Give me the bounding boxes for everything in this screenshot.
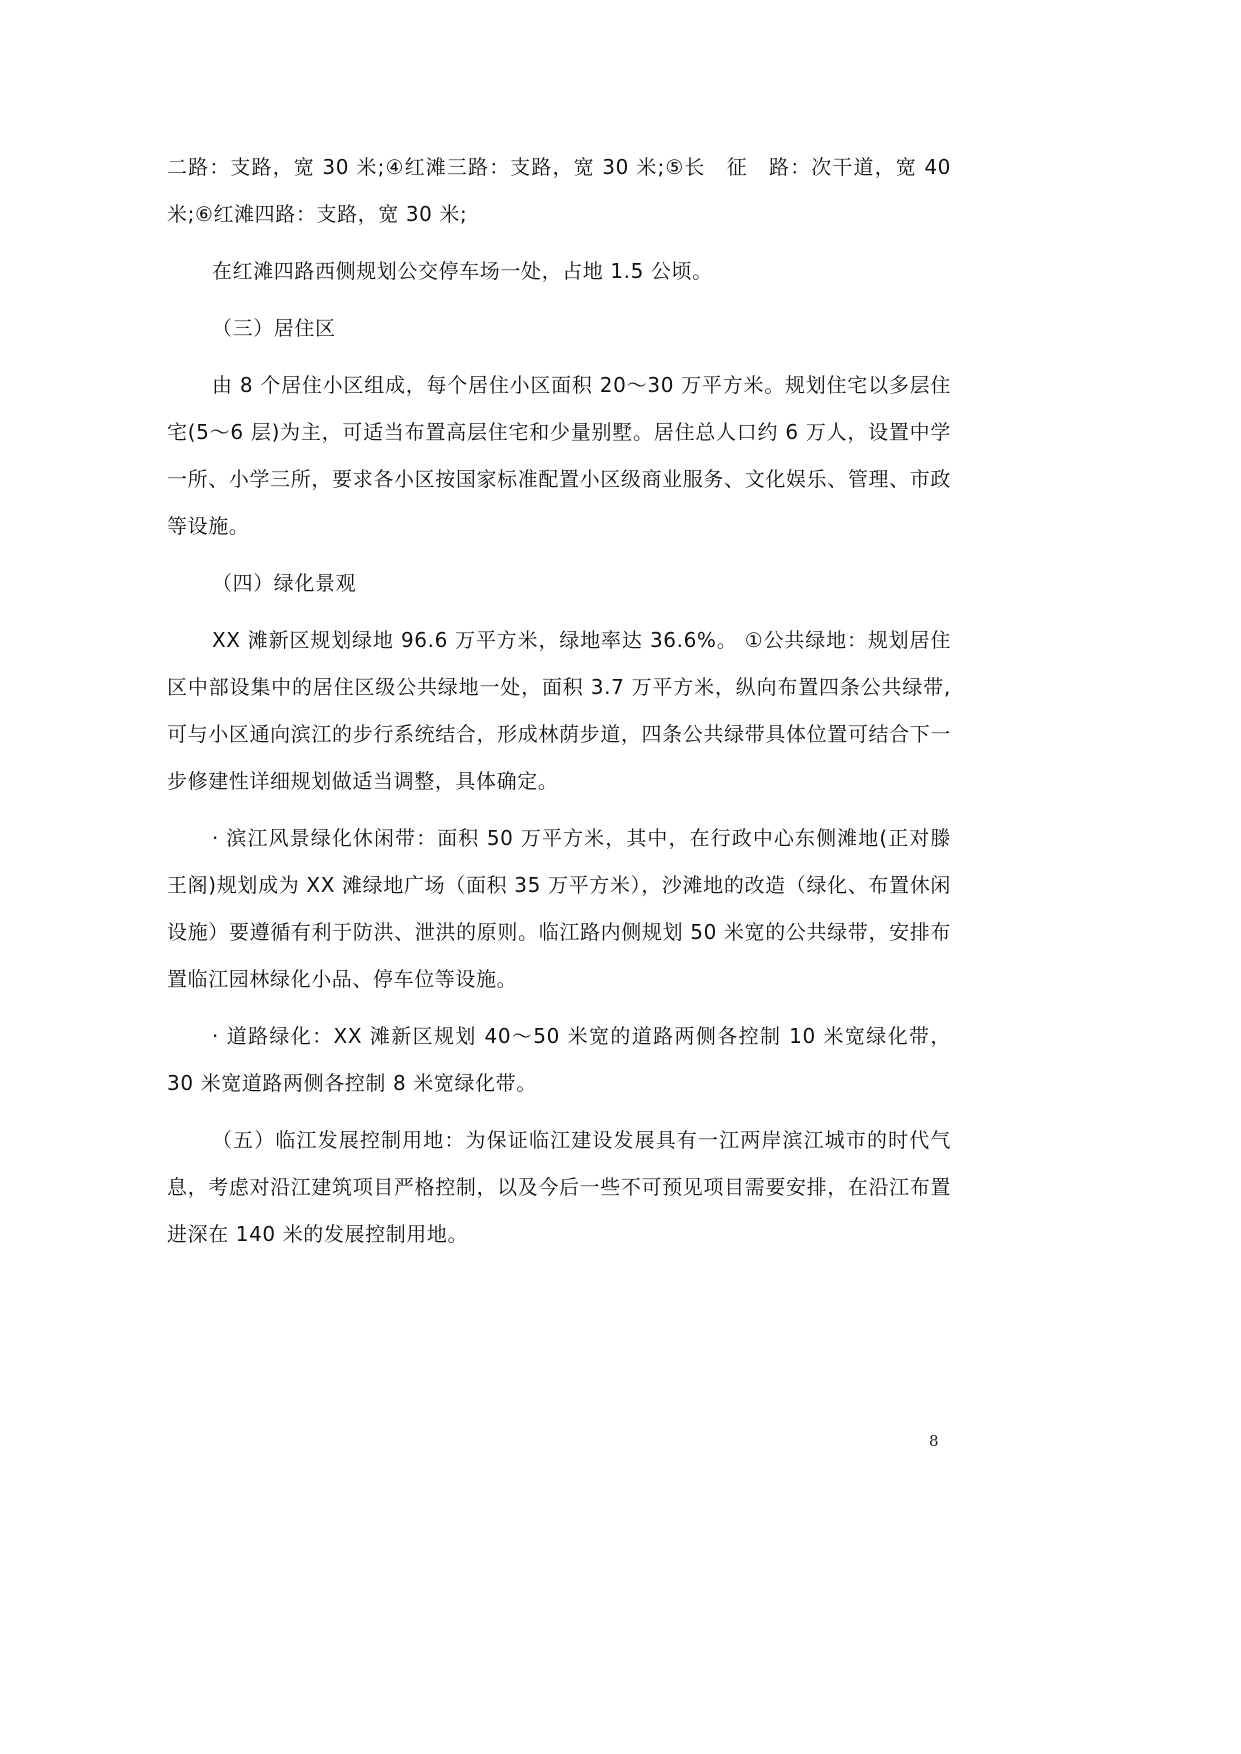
paragraph-greening: XX 滩新区规划绿地 96.6 万平方米，绿地率达 36.6%。 ①公共绿地：规划居住区中部设集中的居住区级公共绿地一处，面积 3.7 万平方米，纵向布置四条公共绿带,可与小区通向滨江的步行系统结合，形成林荫步道，四条公共绿带具体位置可结合下一步修建性详细规划做适当调整，具体确定。 — [167, 628, 951, 793]
paragraph-road-greening: · 道路绿化：XX 滩新区规划 40～50 米宽的道路两侧各控制 10 米宽绿化带，30 米宽道路两侧各控制 8 米宽绿化带。 — [167, 1024, 951, 1095]
paragraph-road-list-continuation: 二路：支路，宽 30 米;④红滩三路：支路，宽 30 米;⑤长 征 路：次干道，宽 40 米;⑥红滩四路：支路，宽 30 米; — [167, 155, 951, 226]
page-number: 8 — [929, 1432, 939, 1450]
paragraph-residential: 由 8 个居住小区组成，每个居住小区面积 20～30 万平方米。规划住宅以多层住宅(5～6 层)为主，可适当布置高层住宅和少量别墅。居住总人口约 6 万人，设置中学一所、小学三所，要求各小区按国家标准配置小区级商业服务、文化娱乐、管理、市政等设施。 — [167, 373, 951, 538]
section-heading-greening: （四）绿化景观 — [212, 571, 357, 595]
paragraph-riverside-belt: · 滨江风景绿化休闲带：面积 50 万平方米，其中，在行政中心东侧滩地(正对滕王阁)规划成为 XX 滩绿地广场（面积 35 万平方米），沙滩地的改造（绿化、布置休闲设施）要遵循有利于防洪、泄洪的原则。临江路内侧规划 50 米宽的公共绿带，安排布置临江园林绿化小品、停车位等设施。 — [167, 826, 951, 991]
page-content — [167, 144, 951, 1258]
section-heading-residential: （三）居住区 — [212, 316, 336, 340]
paragraph-bus-depot: 在红滩四路西侧规划公交停车场一处，占地 1.5 公顷。 — [212, 259, 713, 283]
paragraph-development-control: （五）临江发展控制用地：为保证临江建设发展具有一江两岸滨江城市的时代气息，考虑对沿江建筑项目严格控制，以及今后一些不可预见项目需要安排，在沿江布置进深在 140 米的发展控制用地。 — [167, 1128, 951, 1246]
